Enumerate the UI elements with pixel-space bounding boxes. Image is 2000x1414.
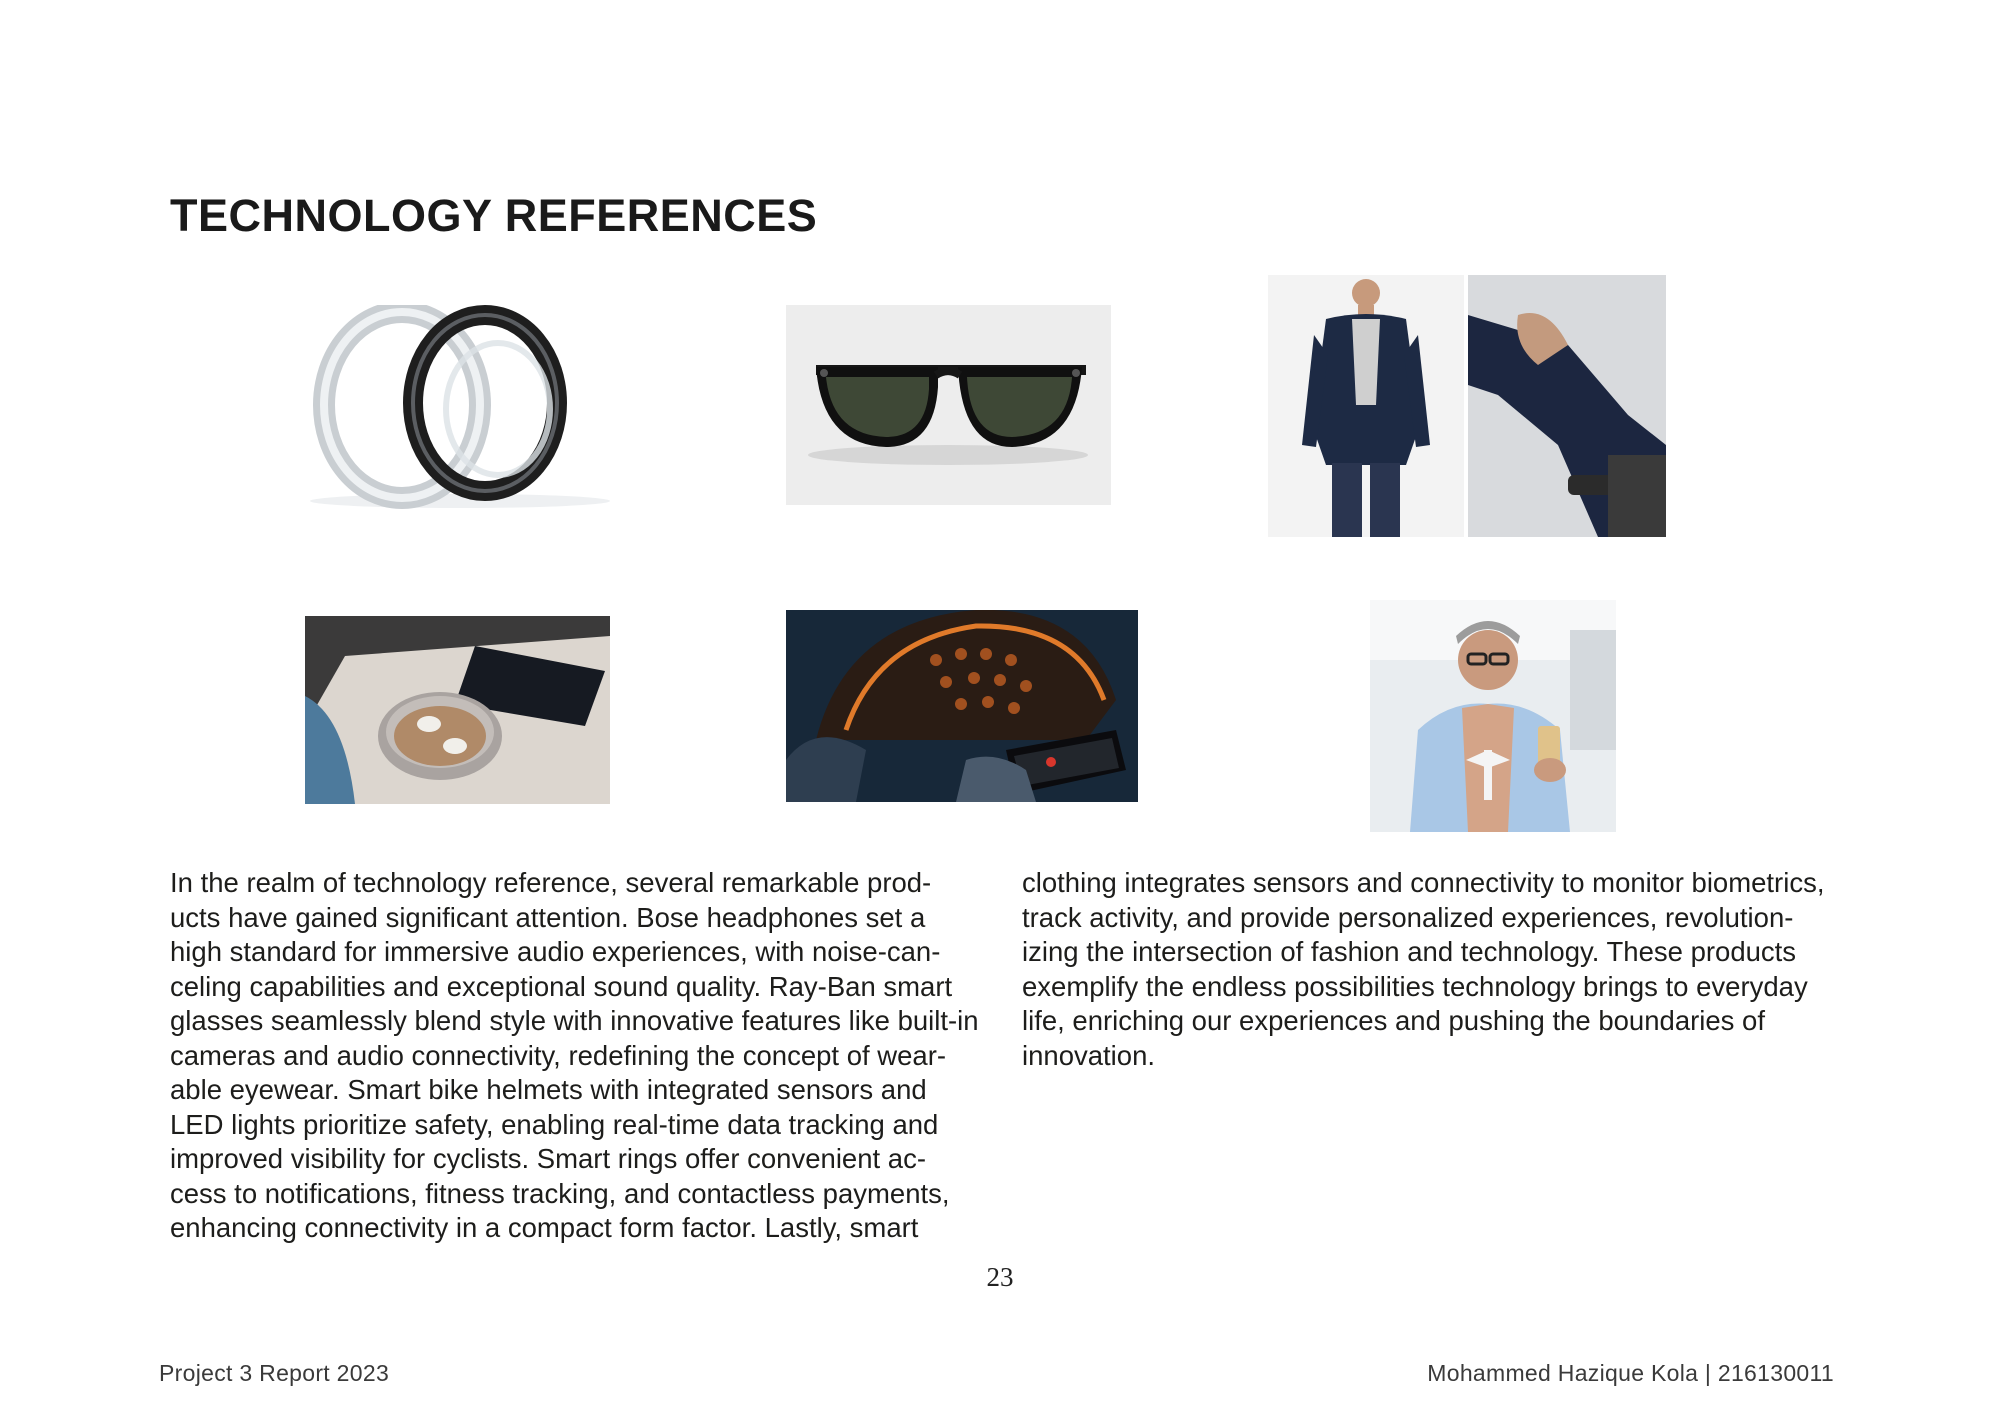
body-text-line: life, enriching our experiences and pushing the boundaries of [1022, 1005, 1765, 1036]
body-text-line: In the realm of technology reference, several remarkable prod- [170, 867, 932, 898]
body-text-line: high standard for immersive audio experiences, with noise-can- [170, 936, 941, 967]
smart-jacket-image [1268, 275, 1666, 537]
body-text-line: cameras and audio connectivity, redefining the concept of wear- [170, 1039, 947, 1071]
body-text-line: improved visibility for cyclists. Smart rings offer convenient ac- [170, 1143, 926, 1174]
body-text-left-column [170, 866, 990, 1246]
body-text-line: exemplify the endless possibilities technology brings to everyday [1022, 970, 1808, 1002]
body-text-line: enhancing connectivity in a compact form factor. Lastly, smart [170, 1212, 919, 1243]
body-text-line: celing capabilities and exceptional sound quality. Ray-Ban smart [170, 970, 953, 1002]
smart-bike-helmet-image [786, 610, 1138, 802]
body-text-line: clothing integrates sensors and connectivity to monitor biometrics, [1022, 867, 1825, 898]
body-text-line: glasses seamlessly blend style with innovative features like built-in [170, 1005, 979, 1036]
bose-earbuds-image [305, 616, 610, 804]
body-text-line: innovation. [1022, 1039, 1156, 1071]
footer-project-label: Project 3 Report 2023 [159, 1360, 390, 1386]
body-text-right-column [1022, 866, 1842, 1073]
body-text-line: ucts have gained significant attention. Bose headphones set a [170, 901, 926, 933]
body-text-line: LED lights prioritize safety, enabling real-time data tracking and [170, 1108, 939, 1140]
body-text-line: track activity, and provide personalized experiences, revolution- [1022, 901, 1794, 933]
ray-ban-smart-glasses-image [786, 305, 1111, 505]
smart-rings-image [290, 305, 630, 510]
page-number: 23 [986, 1262, 1014, 1292]
body-text-line: izing the intersection of fashion and technology. These products [1022, 936, 1797, 967]
footer-author-id: Mohammed Hazique Kola | 216130011 [1427, 1360, 1834, 1386]
body-text-line: cess to notifications, fitness tracking, and contactless payments, [170, 1177, 950, 1209]
page-title: TECHNOLOGY REFERENCES [170, 190, 818, 242]
body-text-line: able eyewear. Smart bike helmets with integrated sensors and [170, 1074, 927, 1105]
biometric-sensor-shirt-image [1370, 600, 1616, 832]
